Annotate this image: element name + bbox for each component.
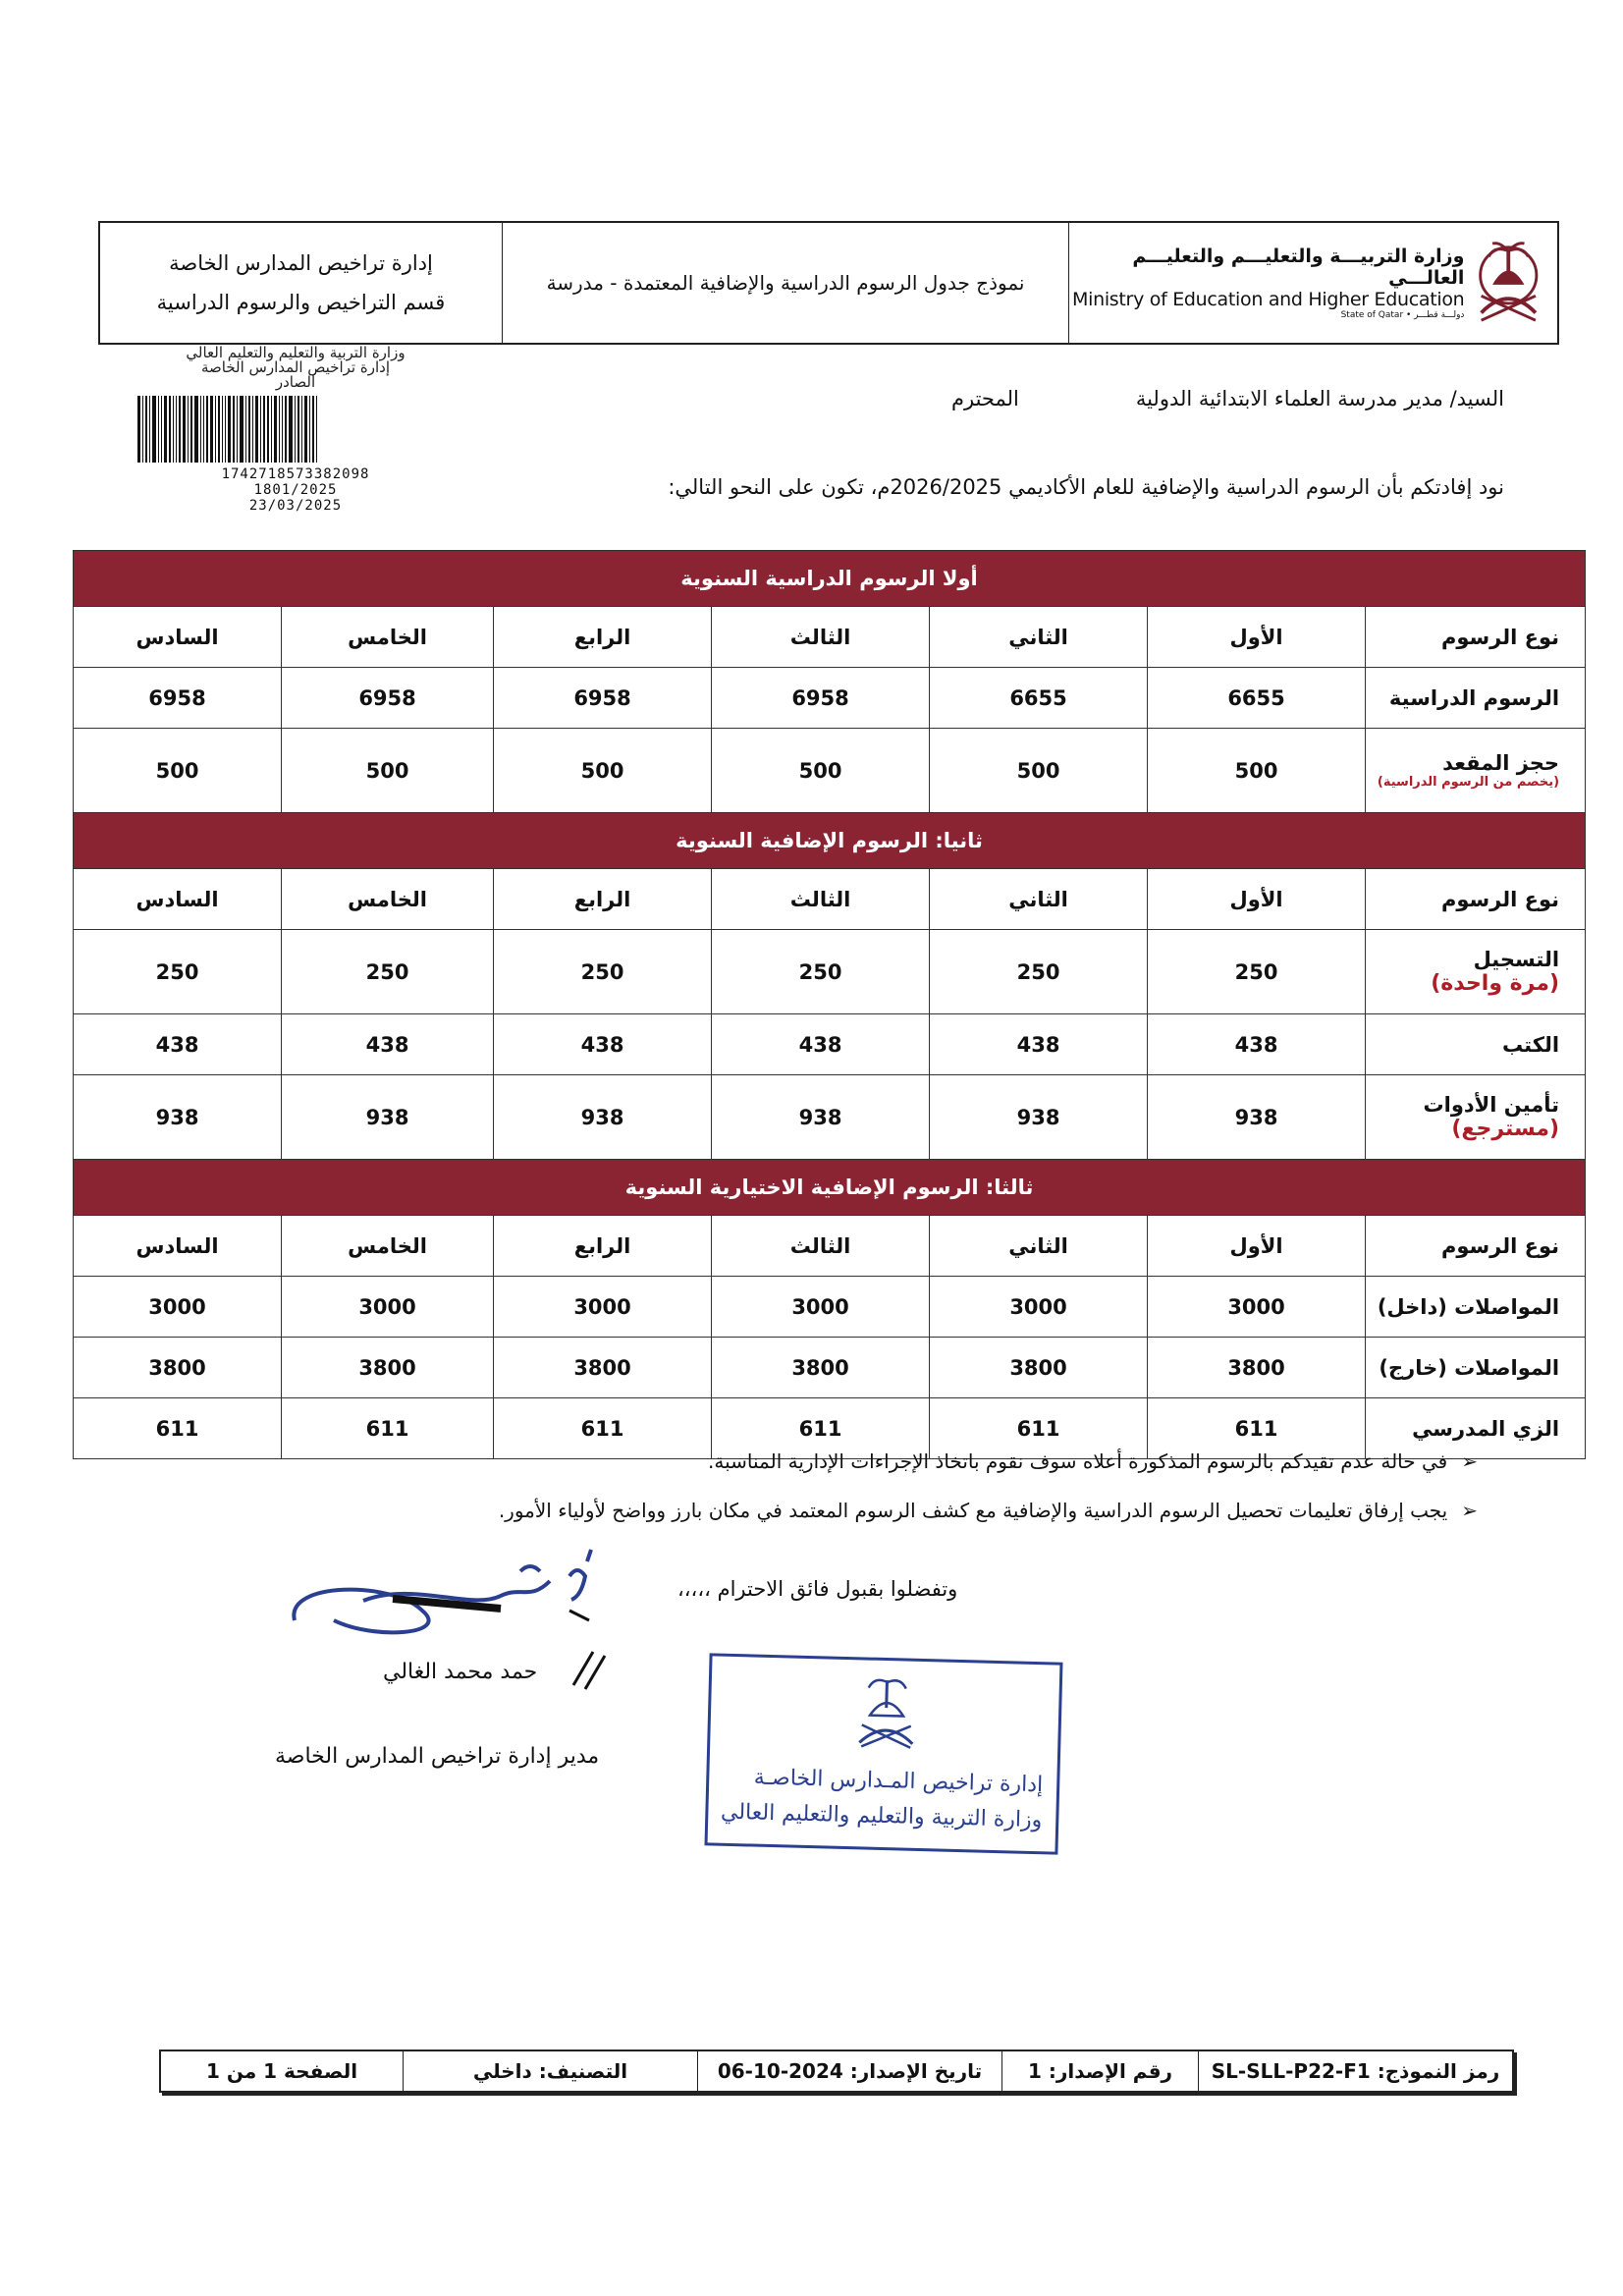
- department-name: إدارة تراخيص المدارس الخاصة: [169, 251, 433, 275]
- barcode-bar: [285, 396, 287, 463]
- section-name: قسم التراخيص والرسوم الدراسية: [156, 291, 446, 314]
- closing-text: وتفضلوا بقبول فائق الاحترام ،،،،،: [677, 1577, 958, 1601]
- arrow-icon: ➢: [1461, 1449, 1478, 1473]
- fee-type-cell: [1366, 1075, 1586, 1160]
- section-title: ثانيا: الرسوم الإضافية السنوية: [74, 813, 1586, 869]
- barcode-bar: [210, 396, 213, 463]
- stamp-department: إدارة تراخيص المدارس الخاصة: [201, 358, 390, 376]
- barcode-bar: [190, 396, 192, 463]
- fee-type-note: (يخصم من الرسوم الدراسية): [1377, 775, 1560, 790]
- arrow-icon: ➢: [1461, 1499, 1478, 1522]
- barcode-bar: [301, 396, 302, 463]
- intro-text: نود إفادتكم بأن الرسوم الدراسية والإضافية للعام الأكاديمي 2026/2025م، تكون على النحو التالي:: [668, 475, 1504, 499]
- fee-value-cell: 250: [282, 930, 494, 1014]
- header-grade: السادس: [74, 869, 282, 930]
- barcode-bar: [183, 396, 186, 463]
- version-number: رقم الإصدار: 1: [1001, 2051, 1198, 2091]
- table-row: [74, 1014, 1586, 1075]
- header-grade: الثالث: [712, 607, 930, 668]
- header-fee-type: نوع الرسوم: [1366, 869, 1586, 930]
- fee-type-cell: [1366, 1014, 1586, 1075]
- fee-value-cell: 250: [712, 930, 930, 1014]
- signatory-title: مدير إدارة تراخيص المدارس الخاصة: [275, 1744, 600, 1769]
- section-title-row: [74, 551, 1586, 607]
- fee-value-cell: 6655: [930, 668, 1148, 729]
- barcode-bar: [309, 396, 310, 463]
- fee-type-label: المواصلات (داخل): [1377, 1294, 1560, 1319]
- barcode-bar: [206, 396, 208, 463]
- fees-table: [73, 550, 1586, 1459]
- barcode-bar: [200, 396, 201, 463]
- section-title-row: [74, 1160, 1586, 1216]
- table-row: [74, 1075, 1586, 1160]
- header-fee-type: نوع الرسوم: [1366, 1216, 1586, 1277]
- header-grade: الرابع: [494, 607, 712, 668]
- page-number: الصفحة 1 من 1: [205, 2059, 358, 2083]
- barcode-bar: [203, 396, 204, 463]
- barcode-bar: [225, 396, 226, 463]
- state-label: State of Qatar • دولـــة قطـــر: [1340, 310, 1465, 320]
- barcode-bar: [274, 396, 277, 463]
- fee-value-cell: 3800: [494, 1338, 712, 1398]
- form-footer: [159, 2050, 1514, 2093]
- fee-value-cell: 438: [74, 1014, 282, 1075]
- table-row: [74, 729, 1586, 813]
- table-row: [74, 1338, 1586, 1398]
- fee-value-cell: 500: [74, 729, 282, 813]
- header-grade: الأول: [1148, 607, 1366, 668]
- fee-type-label: حجز المقعد: [1442, 751, 1560, 775]
- barcode: [137, 396, 458, 463]
- fee-type-note: (مرة واحدة): [1431, 971, 1560, 996]
- barcode-bar: [255, 396, 258, 463]
- table-row: [74, 1277, 1586, 1338]
- signature-slash: [564, 1646, 613, 1695]
- form-header: [98, 221, 1559, 345]
- barcode-bar: [316, 396, 317, 463]
- form-code: رمز النموذج: SL-SLL-P22-F1: [1198, 2051, 1512, 2091]
- fee-value-cell: 3000: [930, 1277, 1148, 1338]
- header-grade: الثالث: [712, 1216, 930, 1277]
- barcode-bar: [145, 396, 147, 463]
- addressee: السيد/ مدير مدرسة العلماء الابتدائية الدولية: [1135, 387, 1504, 410]
- qatar-emblem-icon: [853, 1671, 920, 1752]
- fee-value-cell: 250: [74, 930, 282, 1014]
- barcode-bar: [295, 396, 296, 463]
- barcode-bar: [173, 396, 174, 463]
- qatar-emblem-icon: [1474, 236, 1543, 330]
- fee-value-cell: 500: [930, 729, 1148, 813]
- fee-type-label: الكتب: [1501, 1032, 1560, 1057]
- barcode-bar: [194, 396, 198, 463]
- fee-value-cell: 938: [930, 1075, 1148, 1160]
- header-grade: الثاني: [930, 1216, 1148, 1277]
- official-seal: [704, 1653, 1062, 1854]
- barcode-bar: [312, 396, 314, 463]
- fee-value-cell: 3000: [1148, 1277, 1366, 1338]
- barcode-bar: [142, 396, 143, 463]
- header-grade: الخامس: [282, 607, 494, 668]
- fee-value-cell: 500: [712, 729, 930, 813]
- fee-type-label: الرسوم الدراسية: [1388, 685, 1560, 710]
- fee-value-cell: 611: [74, 1398, 282, 1459]
- barcode-bar: [176, 396, 177, 463]
- fee-type-label: التسجيل: [1473, 948, 1560, 971]
- fee-value-cell: 6958: [712, 668, 930, 729]
- fee-type-label: تأمين الأدوات: [1423, 1093, 1560, 1117]
- barcode-bar: [137, 396, 140, 463]
- fee-value-cell: 6958: [74, 668, 282, 729]
- barcode-bar: [263, 396, 265, 463]
- fee-value-cell: 3000: [74, 1277, 282, 1338]
- fee-value-cell: 938: [282, 1075, 494, 1160]
- barcode-bar: [240, 396, 243, 463]
- fee-value-cell: 611: [494, 1398, 712, 1459]
- barcode-bar: [252, 396, 253, 463]
- barcode-bar: [152, 396, 156, 463]
- header-grade: الثالث: [712, 869, 930, 930]
- table-row: [74, 668, 1586, 729]
- department-cell: [100, 223, 503, 343]
- header-grade: السادس: [74, 1216, 282, 1277]
- fee-type-cell: [1366, 668, 1586, 729]
- classification: التصنيف: داخلي: [403, 2051, 697, 2091]
- barcode-bar: [169, 396, 171, 463]
- header-grade: الثاني: [930, 869, 1148, 930]
- header-fee-type: نوع الرسوم: [1366, 607, 1586, 668]
- fee-value-cell: 611: [282, 1398, 494, 1459]
- fee-type-cell: [1366, 1277, 1586, 1338]
- section-title: أولا الرسوم الدراسية السنوية: [74, 551, 1586, 607]
- stamp-outgoing: الصادر: [275, 373, 316, 391]
- issue-date: تاريخ الإصدار: 2024-10-06: [697, 2051, 1001, 2091]
- barcode-bar: [267, 396, 269, 463]
- signatory-name: حمد محمد الغالي: [383, 1660, 538, 1684]
- fee-value-cell: 3800: [74, 1338, 282, 1398]
- barcode-bar: [248, 396, 250, 463]
- table-row: [74, 930, 1586, 1014]
- fee-value-cell: 3800: [1148, 1338, 1366, 1398]
- fee-value-cell: 611: [712, 1398, 930, 1459]
- barcode-bar: [179, 396, 181, 463]
- fee-value-cell: 6958: [494, 668, 712, 729]
- fee-value-cell: 3000: [712, 1277, 930, 1338]
- header-row: [74, 607, 1586, 668]
- header-grade: الخامس: [282, 1216, 494, 1277]
- header-grade: الأول: [1148, 1216, 1366, 1277]
- fee-value-cell: 938: [712, 1075, 930, 1160]
- stamp-date: 23/03/2025: [248, 498, 343, 514]
- barcode-bar: [158, 396, 159, 463]
- fee-value-cell: 3800: [282, 1338, 494, 1398]
- barcode-bar: [298, 396, 299, 463]
- fee-value-cell: 250: [930, 930, 1148, 1014]
- fee-value-cell: 438: [1148, 1014, 1366, 1075]
- barcode-bar: [304, 396, 307, 463]
- fee-value-cell: 438: [712, 1014, 930, 1075]
- fee-value-cell: 611: [1148, 1398, 1366, 1459]
- barcode-bar: [233, 396, 235, 463]
- header-grade: السادس: [74, 607, 282, 668]
- barcode-bar: [222, 396, 223, 463]
- fee-value-cell: 938: [494, 1075, 712, 1160]
- note-2: ➢يجب إرفاق تعليمات تحصيل الرسوم الدراسية والإضافية مع كشف الرسوم المعتمد في مكان بارز وواضح لأولياء الأمور.: [498, 1499, 1478, 1522]
- fee-value-cell: 3000: [494, 1277, 712, 1338]
- fee-value-cell: 938: [74, 1075, 282, 1160]
- fee-value-cell: 611: [930, 1398, 1148, 1459]
- barcode-bar: [164, 396, 167, 463]
- fee-value-cell: 500: [1148, 729, 1366, 813]
- ministry-name-en: Ministry of Education and Higher Education: [1072, 289, 1465, 310]
- fee-type-note: (مسترجع): [1451, 1117, 1560, 1141]
- incoming-stamp: [134, 346, 458, 514]
- barcode-bar: [260, 396, 261, 463]
- fee-value-cell: 3800: [712, 1338, 930, 1398]
- barcode-bar: [237, 396, 238, 463]
- barcode-bar: [245, 396, 246, 463]
- fee-value-cell: 500: [494, 729, 712, 813]
- barcode-bar: [215, 396, 216, 463]
- barcode-bar: [161, 396, 162, 463]
- fee-value-cell: 438: [494, 1014, 712, 1075]
- fee-type-cell: [1366, 930, 1586, 1014]
- fee-value-cell: 438: [282, 1014, 494, 1075]
- fee-type-label: المواصلات (خارج): [1379, 1355, 1560, 1380]
- barcode-bar: [282, 396, 283, 463]
- fee-value-cell: 250: [494, 930, 712, 1014]
- ministry-name-ar: وزارة التربيـــة والتعليـــم والتعليـــم العالـــي: [1132, 246, 1465, 289]
- barcode-number: 1742718573382098: [221, 466, 370, 482]
- seal-department: إدارة تراخيص المـدارس الخاصـة: [753, 1765, 1044, 1798]
- barcode-bar: [279, 396, 280, 463]
- stamp-reference: 1801/2025: [253, 482, 338, 498]
- header-grade: الرابع: [494, 869, 712, 930]
- fee-value-cell: 250: [1148, 930, 1366, 1014]
- barcode-bar: [218, 396, 220, 463]
- section-title-row: [74, 813, 1586, 869]
- header-grade: الخامس: [282, 869, 494, 930]
- header-grade: الرابع: [494, 1216, 712, 1277]
- barcode-bar: [228, 396, 231, 463]
- fee-value-cell: 6655: [1148, 668, 1366, 729]
- ministry-cell: [1069, 223, 1557, 343]
- barcode-bar: [149, 396, 150, 463]
- fee-type-label: الزي المدرسي: [1412, 1416, 1560, 1441]
- header-grade: الأول: [1148, 869, 1366, 930]
- fee-type-cell: [1366, 1338, 1586, 1398]
- barcode-bar: [289, 396, 293, 463]
- fee-value-cell: 3000: [282, 1277, 494, 1338]
- fee-value-cell: 938: [1148, 1075, 1366, 1160]
- fee-value-cell: 3800: [930, 1338, 1148, 1398]
- header-row: [74, 1216, 1586, 1277]
- fee-value-cell: 438: [930, 1014, 1148, 1075]
- form-title: نموذج جدول الرسوم الدراسية والإضافية المعتمدة - مدرسة: [546, 271, 1025, 295]
- fee-type-cell: [1366, 729, 1586, 813]
- form-title-cell: [503, 223, 1069, 343]
- honorific: المحترم: [951, 387, 1019, 410]
- note-1: ➢في حالة عدم تقيدكم بالرسوم المذكورة أعلاه سوف نقوم باتخاذ الإجراءات الإدارية المناسبة.: [708, 1449, 1478, 1473]
- fee-value-cell: 6958: [282, 668, 494, 729]
- header-row: [74, 869, 1586, 930]
- seal-ministry: وزارة التربية والتعليم والتعليم العالي: [720, 1799, 1043, 1833]
- section-title: ثالثا: الرسوم الإضافية الاختيارية السنوية: [74, 1160, 1586, 1216]
- barcode-bar: [271, 396, 272, 463]
- header-grade: الثاني: [930, 607, 1148, 668]
- stamp-ministry: وزارة التربية والتعليم والتعليم العالي: [186, 344, 406, 361]
- fee-value-cell: 500: [282, 729, 494, 813]
- barcode-bar: [188, 396, 189, 463]
